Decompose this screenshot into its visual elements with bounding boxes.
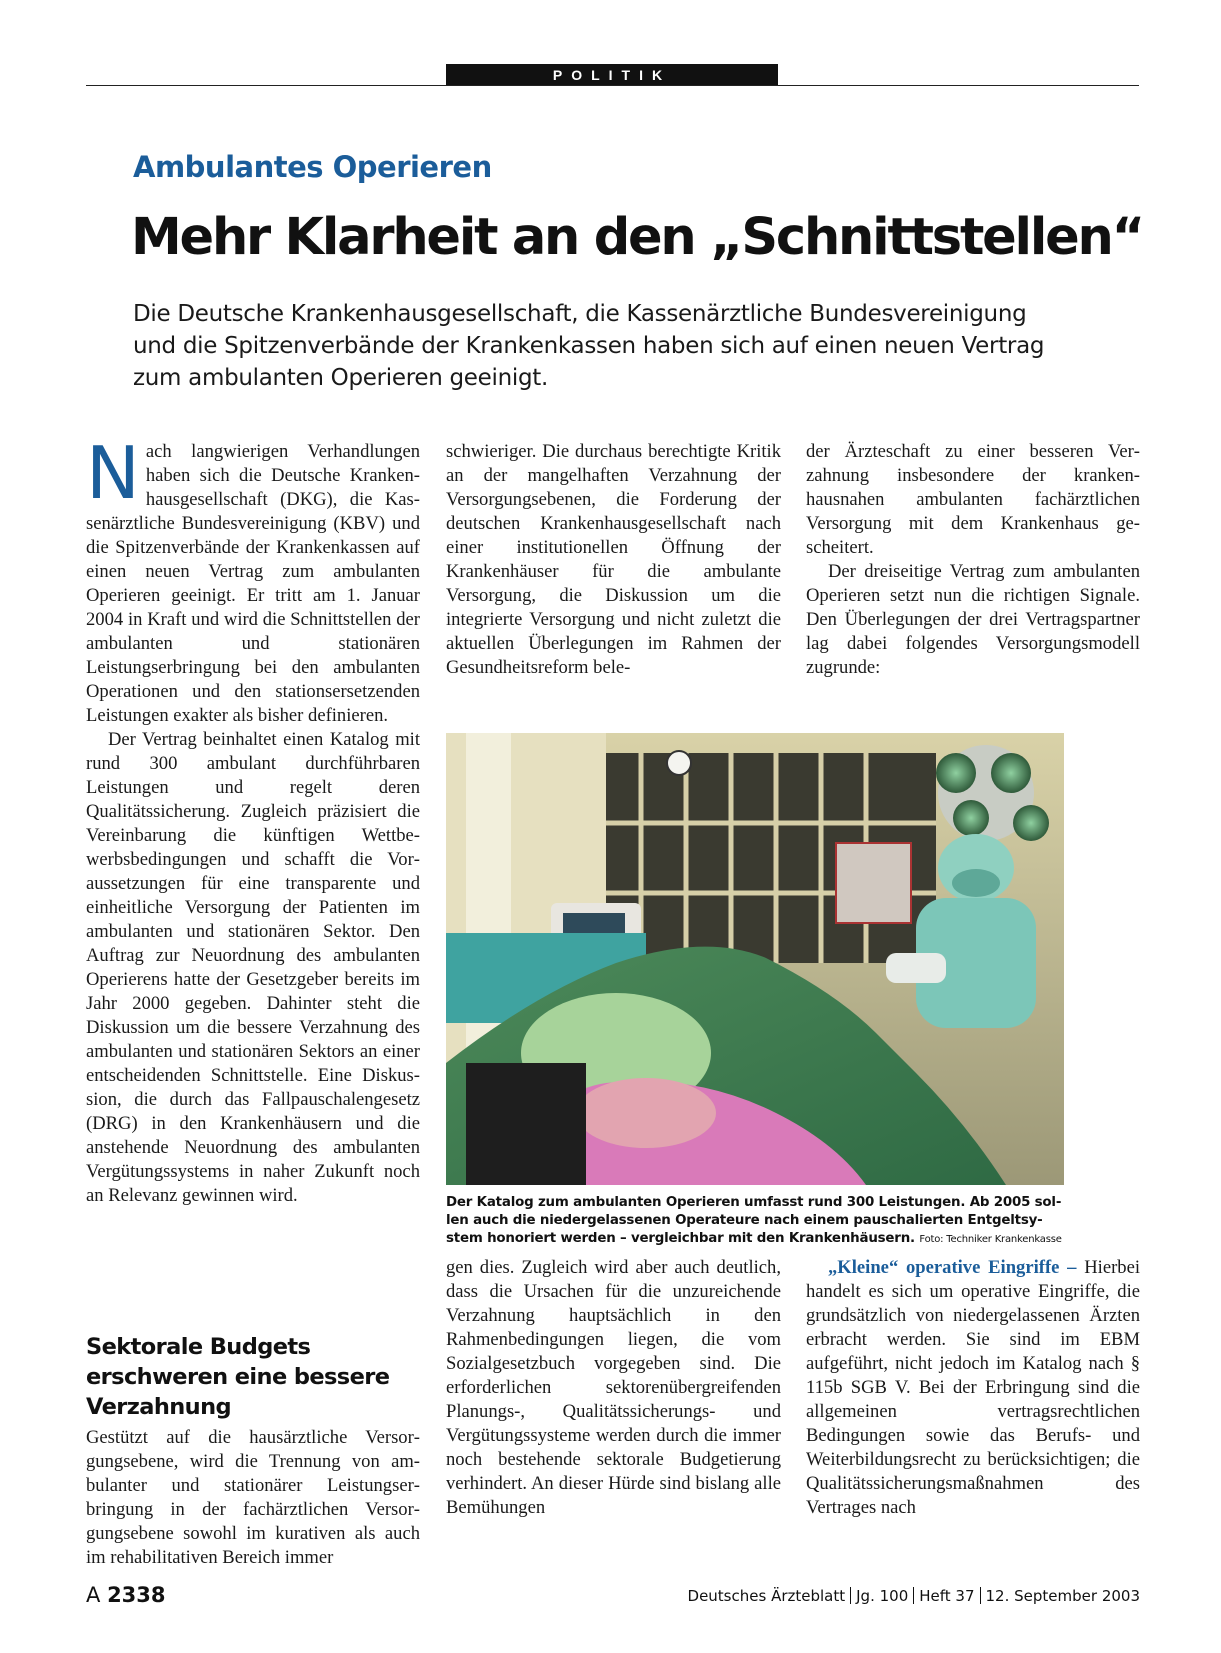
- body-paragraph: der Ärzteschaft zu einer besseren Verzahnung insbesondere der krankenhausnahen ambulanten fachärztlichen Versorgung mit dem Krankenhaus gescheitert.: [806, 441, 1140, 558]
- drop-cap: N: [86, 431, 140, 515]
- lead-line: Die Deutsche Krankenhausgesellschaft, die Kassenärztliche Bundesvereinigung: [133, 301, 1027, 327]
- body-column-1-continued: [86, 1426, 420, 1570]
- journal-footer: [688, 1587, 1140, 1605]
- article-kicker: Ambulantes Operieren: [133, 150, 492, 184]
- lead-line: und die Spitzenverbände der Krankenkassen haben sich auf einen neuen Vertrag: [133, 333, 1045, 359]
- lead-line: zum ambulanten Operieren geeinigt.: [133, 365, 548, 391]
- body-paragraph: [86, 431, 420, 728]
- journal-issue: Heft 37: [919, 1587, 975, 1605]
- body-paragraph: Der dreiseitige Vertrag zum ambulanten Operieren setzt nun die richtigen Signale. Den Überlegungen der drei Vertragspartner lag dabei folgendes Versorgungsmodell zugrunde:: [806, 561, 1140, 678]
- paragraph-text: Hierbei handelt es sich um operative Eingriffe, die grundsätzlich von niedergelassenen Ärzten erbracht werden. Sie sind im EBM aufgeführt, nicht jedoch im Katalog nach § 115b SGB V. Bei der Erbringung sind die allgemeinen vertragsrechtlichen Bedingungen sowie das Berufs- und Weiterbildungsrecht zu berücksichtigen; die Qualitätssicherungsmaßnahmen des Vertrages nach: [806, 1257, 1140, 1518]
- body-column-3-lower: [806, 1256, 1140, 1520]
- section-label: POLITIK: [446, 64, 778, 86]
- section-subheading: Sektorale Budgets erschweren eine bessere Verzahnung: [86, 1334, 390, 1420]
- article-headline: Mehr Klarheit an den „Schnittstellen“: [131, 208, 1143, 267]
- caption-text: Der Katalog zum ambulanten Operieren umfasst rund 300 Leistungen. Ab 2005 sollen auch die niedergelassenen Operateure nach einem pauschalierten Entgeltsystem honoriert werden – vergleichbar mit den Krankenhäusern.: [446, 1195, 1062, 1246]
- journal-volume: Jg. 100: [856, 1587, 909, 1605]
- body-column-2-lower: [446, 1256, 781, 1520]
- body-paragraph: Gestützt auf die hausärztliche Versorgungsebene, wird die Trennung von ambulanter und stationärer Leistungserbringung in der fachärztlichen Versorgungsebene sowohl im kurativen als auch im rehabilitativen Bereich immer: [86, 1427, 420, 1568]
- body-paragraph: schwieriger. Die durchaus berechtigte Kritik an der mangelhaften Verzahnung der Versorgungsebenen, die Forderung der deutschen Krankenhausgesellschaft nach einer institutionellen Öffnung der Krankenhäuser für die ambulante Versorgung, die Diskussion um die integrierte Versorgung und nicht zuletzt die aktuellen Überlegungen im Rahmen der Gesundheitsreform bele-: [446, 441, 781, 678]
- body-paragraph: gen dies. Zugleich wird aber auch deutlich, dass die Ursachen für die unzureichende Verzahnung hauptsächlich in den Rahmenbedingungen liegen, die vom Sozialgesetzbuch vorgegeben sind. Die erforderlichen sektorenübergreifenden Planungs-, Qualitätssicherungs- und Vergütungssysteme werden durch die immer noch bestehende sektorale Budgetierung verhindert. An dieser Hürde sind bislang alle Bemühungen: [446, 1257, 781, 1518]
- journal-name: Deutsches Ärzteblatt: [687, 1587, 846, 1605]
- photo-credit: Foto: Techniker Krankenkasse: [919, 1234, 1062, 1245]
- paragraph-lead-in: „Kleine“ operative Eingriffe –: [828, 1257, 1077, 1278]
- page-prefix: A: [86, 1583, 101, 1607]
- page-number: [86, 1583, 166, 1607]
- body-column-3: [806, 440, 1140, 680]
- page-number-value: 2338: [107, 1583, 166, 1607]
- photo-caption: [446, 1194, 1066, 1249]
- article-lead: [133, 298, 1063, 394]
- header-rule: [86, 85, 1139, 86]
- journal-date: 12. September 2003: [985, 1587, 1140, 1605]
- operating-room-photo: [446, 733, 1064, 1185]
- body-paragraph: [806, 1256, 1140, 1520]
- body-column-2: [446, 440, 781, 680]
- body-column-1: [86, 431, 420, 1208]
- paragraph-text: ach langwierigen Verhandlungen haben sich die Deutsche Krankenhausgesellschaft (DKG), die Kassenärztliche Bundesvereinigung (KBV) und die Spitzenverbände der Krankenkassen auf einen neuen Vertrag zum ambulanten Operieren geeinigt. Er tritt am 1. Januar 2004 in Kraft und wird die Schnittstellen der ambulanten und stationären Leistungserbringung bei den ambulanten Operationen und den stationsersetzenden Leistungen exakter als bisher definieren.: [86, 441, 420, 726]
- body-paragraph: Der Vertrag beinhaltet einen Katalog mit rund 300 ambulant durchführbaren Leistungen und regelt deren Qualitätssicherung. Zugleich präzisiert die Vereinbarung die künftigen Wettbewerbsbedingungen und schafft die Voraussetzungen für eine transparente und einheitliche Versorgung der Patienten im ambulanten und stationären Sektor. Den Auftrag zur Neuordnung des ambulanten Operierens hatte der Gesetzgeber bereits im Jahr 2000 gegeben. Dahinter steht die Diskussion um die bessere Verzahnung des ambulanten und stationären Sektors an einer entscheidenden Schnittstelle. Eine Diskussion, die durch das Fallpauschalengesetz (DRG) in den Krankenhäusern und die anstehende Neuordnung des ambulanten Vergütungssystems in naher Zukunft noch an Relevanz gewinnen wird.: [86, 729, 420, 1206]
